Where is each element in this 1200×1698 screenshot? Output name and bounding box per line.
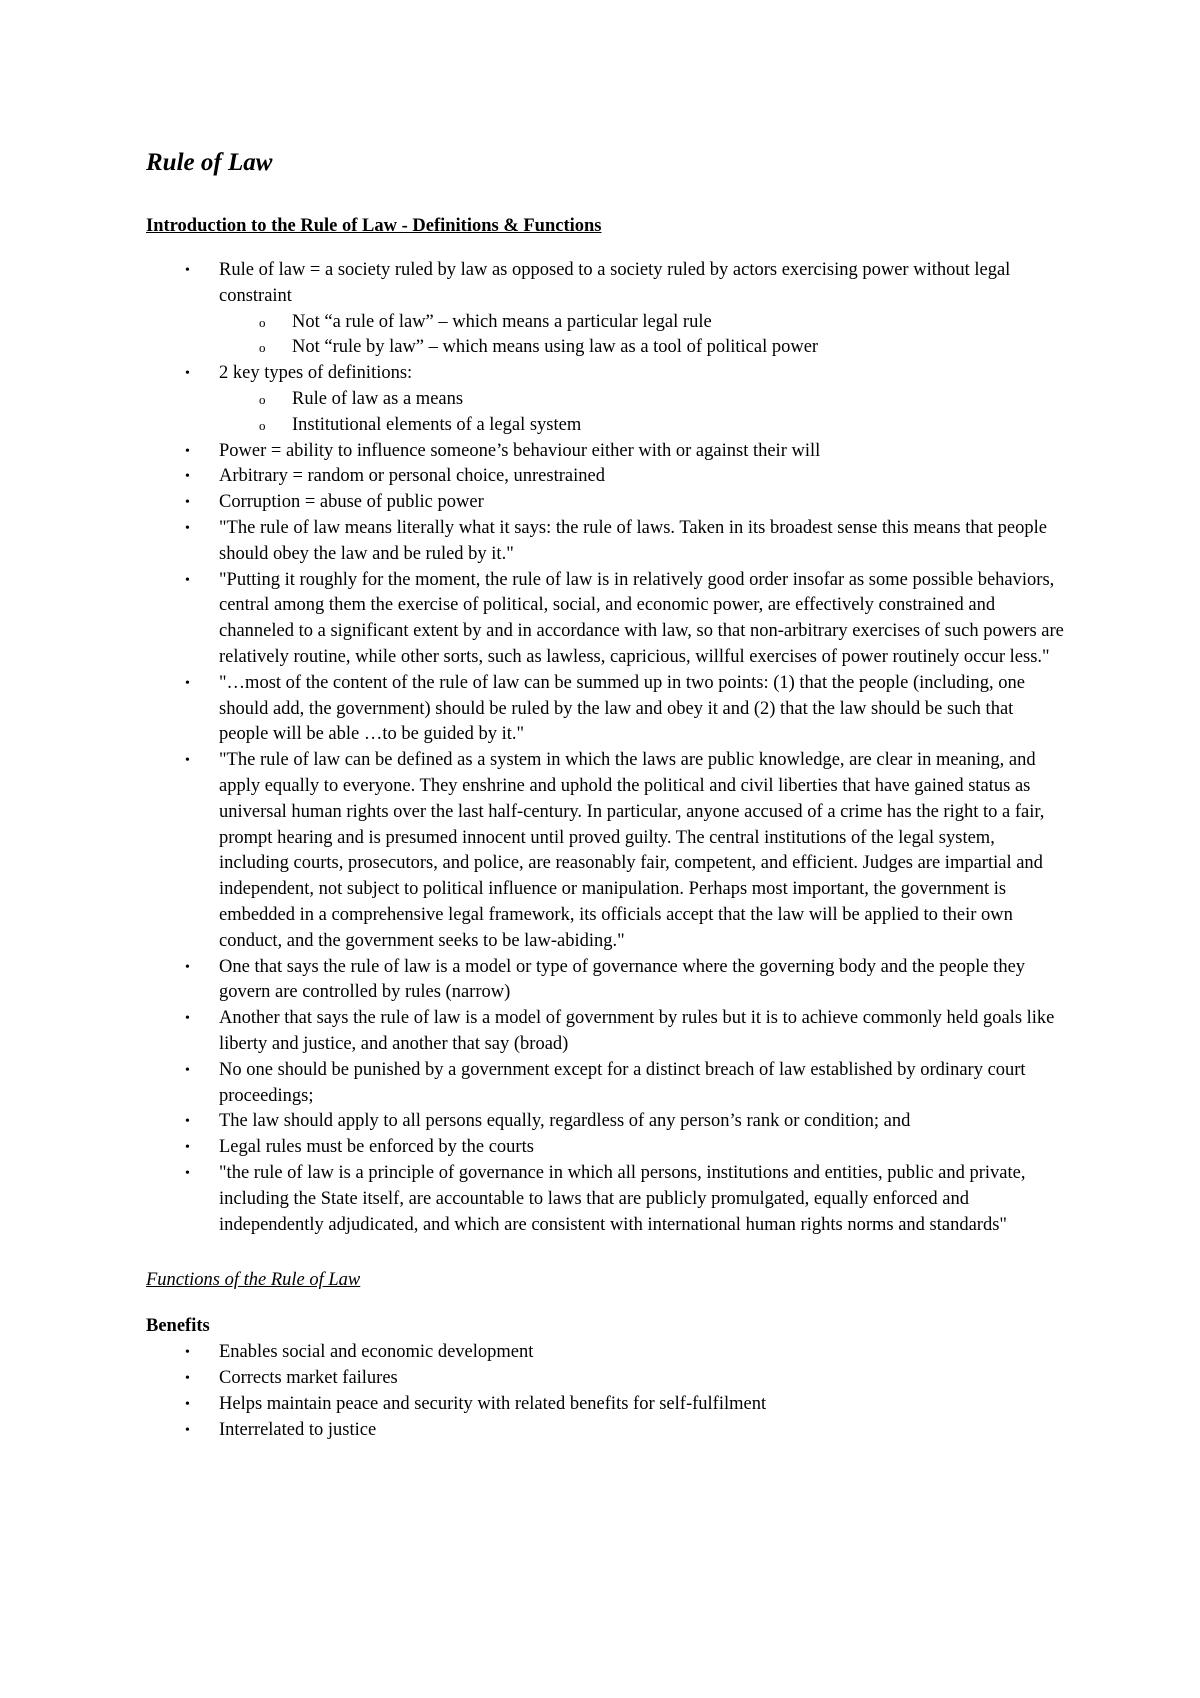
sub-list-item-text: Not “rule by law” – which means using law as a tool of political power — [292, 337, 819, 358]
list-item — [146, 464, 1066, 490]
bullet-icon: • — [185, 263, 190, 279]
bullet-icon: • — [185, 495, 190, 511]
bullet-icon: • — [185, 366, 190, 382]
list-item-text: Arbitrary = random or personal choice, unrestrained — [219, 466, 605, 487]
list-item-text: Corruption = abuse of public power — [219, 492, 484, 513]
list-item — [146, 1161, 1066, 1238]
benefit-item — [146, 1392, 1066, 1418]
list-item-text: Legal rules must be enforced by the courts — [219, 1137, 534, 1158]
benefit-item — [146, 1340, 1066, 1366]
list-item — [146, 1006, 1066, 1058]
bullet-icon: • — [185, 959, 190, 975]
sub-list — [219, 310, 1066, 362]
list-item — [146, 1058, 1066, 1110]
list-item-text: "Putting it roughly for the moment, the rule of law is in relatively good order insofar as some possible behaviors, central among them the exercise of political, social, and economic power, are effectively constrained and channeled to a significant extent by and in accordance with law, so that non-arbitrary exercises of such powers are relatively routine, while other sorts, such as lawless, capricious, willful exercises of power routinely occur less." — [219, 569, 1064, 667]
benefit-item-text: Enables social and economic development — [219, 1342, 534, 1363]
document-title: Rule of Law — [146, 149, 273, 176]
definitions-list — [146, 258, 1066, 1238]
functions-heading: Functions of the Rule of Law — [146, 1270, 361, 1291]
benefits-list — [146, 1340, 1066, 1443]
sub-bullet-icon: o — [259, 417, 266, 433]
document-page — [146, 148, 1066, 1443]
list-item — [146, 361, 1066, 438]
bullet-icon: • — [185, 1062, 190, 1078]
benefit-item-text: Interrelated to justice — [219, 1419, 377, 1440]
bullet-icon: • — [185, 1422, 190, 1438]
benefits-heading: Benefits — [146, 1316, 210, 1337]
bullet-icon: • — [185, 1370, 190, 1386]
list-item-text: "the rule of law is a principle of governance in which all persons, institutions and entities, public and private, including the State itself, are accountable to laws that are publicly promulgated, equally enforced and independently adjudicated, and which are consistent with international human rights norms and standards" — [219, 1162, 1026, 1235]
bullet-icon: • — [185, 1140, 190, 1156]
bullet-icon: • — [185, 1114, 190, 1130]
bullet-icon: • — [185, 675, 190, 691]
list-item-text: "The rule of law means literally what it says: the rule of laws. Taken in its broadest sense this means that people should obey the law and be ruled by it." — [219, 518, 1047, 564]
bullet-icon: • — [185, 443, 190, 459]
list-item — [146, 439, 1066, 465]
list-item — [146, 1109, 1066, 1135]
sub-list-item — [219, 310, 1066, 336]
section-heading: Introduction to the Rule of Law - Definitions & Functions — [146, 216, 602, 236]
sub-list-item-text: Institutional elements of a legal system — [292, 414, 582, 435]
list-item-text: Another that says the rule of law is a model of government by rules but it is to achieve commonly held goals like liberty and justice, and another that say (broad) — [219, 1008, 1055, 1054]
list-item — [146, 258, 1066, 361]
list-item — [146, 1135, 1066, 1161]
list-item — [146, 748, 1066, 954]
list-item — [146, 955, 1066, 1007]
bullet-icon: • — [185, 469, 190, 485]
sub-bullet-icon: o — [259, 340, 266, 356]
bullet-icon: • — [185, 1011, 190, 1027]
bullet-icon: • — [185, 1396, 190, 1412]
sub-list — [219, 387, 1066, 439]
benefit-item-text: Helps maintain peace and security with related benefits for self-fulfilment — [219, 1393, 767, 1414]
sub-list-item — [219, 335, 1066, 361]
sub-list-item-text: Rule of law as a means — [292, 389, 464, 410]
list-item-text: "The rule of law can be defined as a system in which the laws are public knowledge, are clear in meaning, and apply equally to everyone. They enshrine and uphold the political and civil liberties that have gained status as universal human rights over the last half-century. In particular, anyone accused of a crime has the right to a fair, prompt hearing and is presumed innocent until proved guilty. The central institutions of the legal system, including courts, prosecutors, and police, are reasonably fair, competent, and efficient. Judges are impartial and independent, not subject to political influence or manipulation. Perhaps most important, the government is embedded in a comprehensive legal framework, its officials accept that the law will be applied to their own conduct, and the government seeks to be law-abiding." — [219, 750, 1045, 951]
bullet-icon: • — [185, 753, 190, 769]
bullet-icon: • — [185, 521, 190, 537]
benefit-item-text: Corrects market failures — [219, 1367, 398, 1388]
sub-list-item — [219, 387, 1066, 413]
list-item-text: No one should be punished by a government except for a distinct breach of law established by ordinary court proceedings; — [219, 1059, 1026, 1106]
sub-list-item-text: Not “a rule of law” – which means a particular legal rule — [292, 311, 712, 332]
list-item-text: 2 key types of definitions: — [219, 363, 413, 384]
bullet-icon: • — [185, 572, 190, 588]
list-item — [146, 568, 1066, 671]
benefit-item — [146, 1418, 1066, 1444]
list-item-text: One that says the rule of law is a model or type of governance where the governing body and the people they govern are controlled by rules (narrow) — [219, 956, 1026, 1003]
list-item — [146, 671, 1066, 748]
list-item — [146, 490, 1066, 516]
bullet-icon: • — [185, 1345, 190, 1361]
bullet-icon: • — [185, 1165, 190, 1181]
list-item-text: Rule of law = a society ruled by law as opposed to a society ruled by actors exercising power without legal constraint — [219, 260, 1011, 306]
list-item-text: "…most of the content of the rule of law can be summed up in two points: (1) that the people (including, one should add, the government) should be ruled by the law and obey it and (2) that the law should be such that people will be able …to be guided by it." — [219, 672, 1025, 745]
sub-bullet-icon: o — [259, 392, 266, 408]
benefit-item — [146, 1366, 1066, 1392]
list-item — [146, 516, 1066, 568]
list-item-text: Power = ability to influence someone’s behaviour either with or against their will — [219, 440, 821, 461]
sub-bullet-icon: o — [259, 314, 266, 330]
list-item-text: The law should apply to all persons equally, regardless of any person’s rank or condition; and — [219, 1111, 911, 1132]
sub-list-item — [219, 413, 1066, 439]
